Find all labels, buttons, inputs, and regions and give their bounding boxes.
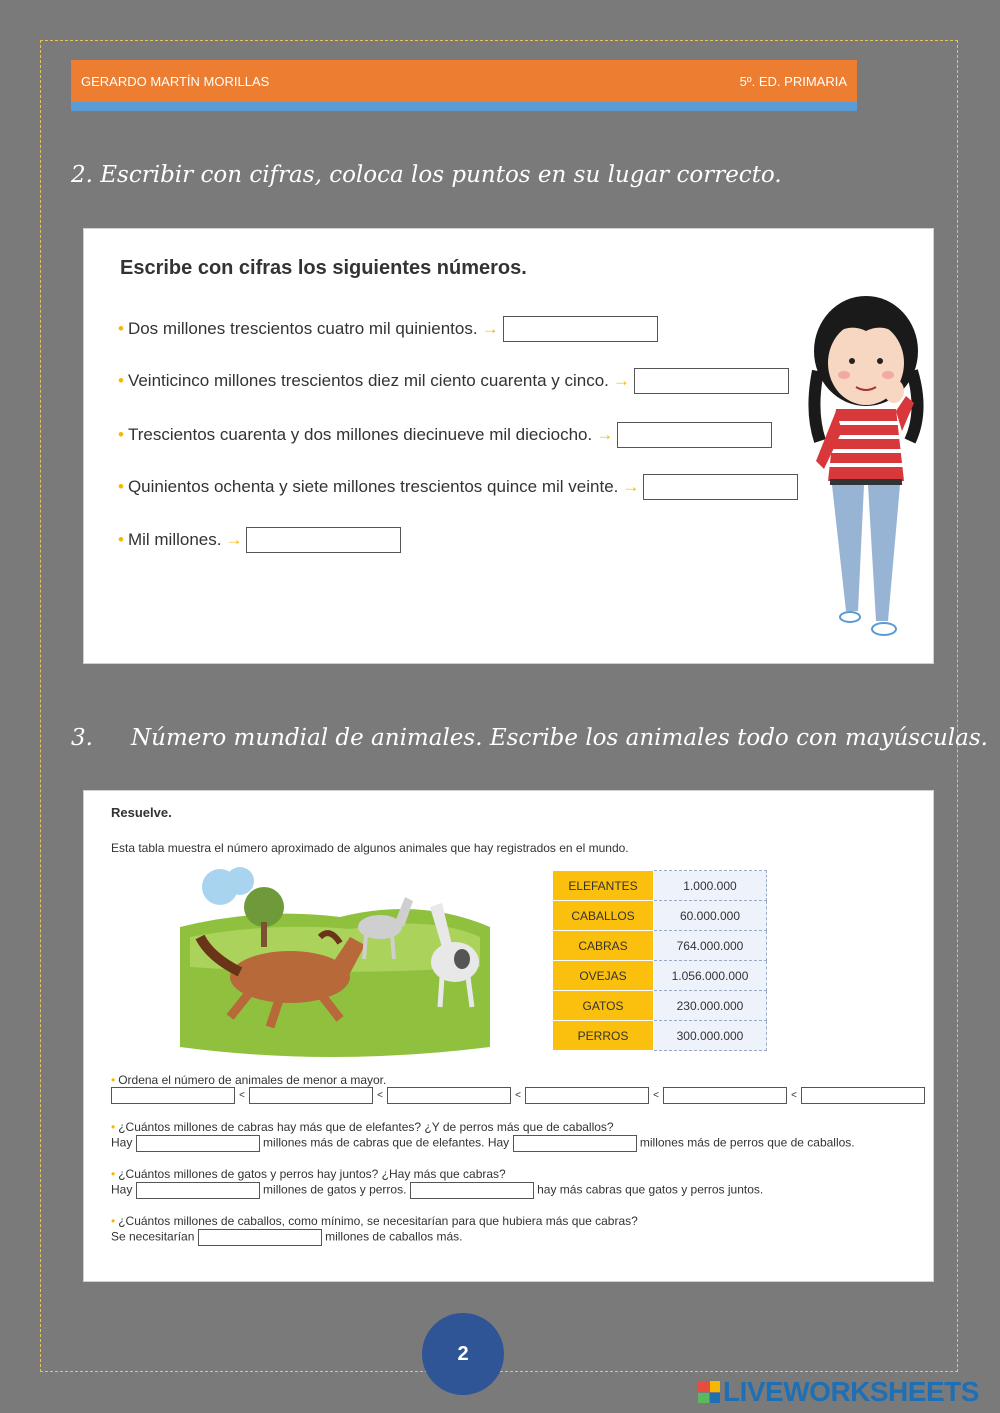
number-item: • Trescientos cuarenta y dos millones diecinueve mil dieciocho. → xyxy=(118,422,772,448)
more-goats-input[interactable] xyxy=(410,1182,534,1199)
page-number: 2 xyxy=(422,1313,504,1395)
order-input[interactable] xyxy=(663,1087,787,1104)
exercise3-heading: Resuelve. xyxy=(111,805,172,820)
order-input[interactable] xyxy=(387,1087,511,1104)
girl-illustration xyxy=(806,291,926,651)
animal-value: 764.000.000 xyxy=(654,931,767,961)
number-item-text: Dos millones trescientos cuatro mil quinientos. xyxy=(127,319,478,338)
question-cats-dogs: • ¿Cuántos millones de gatos y perros hay juntos? ¿Hay más que cabras? xyxy=(111,1167,506,1181)
exercise2-heading: Escribe con cifras los siguientes números. xyxy=(120,257,527,279)
table-row xyxy=(553,901,767,931)
question-goats: • ¿Cuántos millones de cabras hay más que de elefantes? ¿Y de perros más que de caballos? xyxy=(111,1120,614,1134)
question-order: • Ordena el número de animales de menor a mayor. xyxy=(111,1073,387,1087)
number-item: • Dos millones trescientos cuatro mil quinientos. → xyxy=(118,316,658,342)
exercise3-intro: Esta tabla muestra el número aproximado de algunos animales que hay registrados en el mundo. xyxy=(111,841,629,855)
animal-value: 1.056.000.000 xyxy=(654,961,767,991)
header-grade: 5º. ED. PRIMARIA xyxy=(739,74,847,89)
animal-name: OVEJAS xyxy=(553,961,654,991)
animal-name: PERROS xyxy=(553,1021,654,1051)
table-row xyxy=(553,1021,767,1051)
answer-input[interactable] xyxy=(634,368,789,394)
logo-text: LIVEWORKSHEETS xyxy=(723,1376,979,1407)
horses-illustration xyxy=(180,867,490,1057)
arrow-icon: → xyxy=(612,371,630,390)
arrow-icon: → xyxy=(596,425,614,444)
exercise3-number: 3. xyxy=(71,725,93,751)
dogs-input[interactable] xyxy=(513,1135,637,1152)
animal-name: CABALLOS xyxy=(553,901,654,931)
exercise2-panel xyxy=(83,228,934,664)
animal-name: ELEFANTES xyxy=(553,871,654,901)
number-item-text: Veinticinco millones trescientos diez mil ciento cuarenta y cinco. xyxy=(127,371,609,390)
answer-line-goats: Hay millones más de cabras que de elefantes. Hay millones más de perros que de caballos. xyxy=(111,1135,855,1152)
animal-value: 230.000.000 xyxy=(654,991,767,1021)
animal-value: 300.000.000 xyxy=(654,1021,767,1051)
goats-input[interactable] xyxy=(136,1135,260,1152)
logo-mark-icon xyxy=(698,1381,720,1403)
number-item: • Mil millones. → xyxy=(118,527,401,553)
order-input[interactable] xyxy=(249,1087,373,1104)
order-input[interactable] xyxy=(801,1087,925,1104)
answer-input[interactable] xyxy=(503,316,658,342)
animal-name: CABRAS xyxy=(553,931,654,961)
table-row xyxy=(553,931,767,961)
header-bar xyxy=(71,60,857,102)
arrow-icon: → xyxy=(225,530,243,549)
table-row xyxy=(553,991,767,1021)
order-input[interactable] xyxy=(111,1087,235,1104)
animal-name: GATOS xyxy=(553,991,654,1021)
number-item: • Veinticinco millones trescientos diez mil ciento cuarenta y cinco. → xyxy=(118,368,789,394)
number-item-text: Quinientos ochenta y siete millones trescientos quince mil veinte. xyxy=(127,477,619,496)
arrow-icon: → xyxy=(622,477,640,496)
exercise2-title: 2. Escribir con cifras, coloca los puntos en su lugar correcto. xyxy=(71,162,782,188)
animals-table xyxy=(552,870,767,1051)
answer-line-horses: Se necesitarían millones de caballos más. xyxy=(111,1229,462,1246)
order-inputs: < < < < < xyxy=(111,1087,925,1104)
exercise3-panel xyxy=(83,790,934,1282)
animal-value: 1.000.000 xyxy=(654,871,767,901)
question-horses: • ¿Cuántos millones de caballos, como mínimo, se necesitarían para que hubiera más que cabras? xyxy=(111,1214,638,1228)
table-row xyxy=(553,961,767,991)
liveworksheets-logo[interactable] xyxy=(698,1376,979,1408)
number-item: • Quinientos ochenta y siete millones trescientos quince mil veinte. → xyxy=(118,474,798,500)
animal-value: 60.000.000 xyxy=(654,901,767,931)
cats-dogs-input[interactable] xyxy=(136,1182,260,1199)
header-stripe xyxy=(71,102,857,111)
number-item-text: Mil millones. xyxy=(127,530,222,549)
header-author: GERARDO MARTÍN MORILLAS xyxy=(81,74,270,89)
horses-input[interactable] xyxy=(198,1229,322,1246)
exercise3-title: Número mundial de animales. Escribe los animales todo con mayúsculas. xyxy=(131,725,988,751)
answer-line-cats-dogs: Hay millones de gatos y perros. hay más cabras que gatos y perros juntos. xyxy=(111,1182,763,1199)
arrow-icon: → xyxy=(481,319,499,338)
order-input[interactable] xyxy=(525,1087,649,1104)
number-item-text: Trescientos cuarenta y dos millones diecinueve mil dieciocho. xyxy=(127,425,593,444)
answer-input[interactable] xyxy=(643,474,798,500)
answer-input[interactable] xyxy=(246,527,401,553)
answer-input[interactable] xyxy=(617,422,772,448)
table-row xyxy=(553,871,767,901)
